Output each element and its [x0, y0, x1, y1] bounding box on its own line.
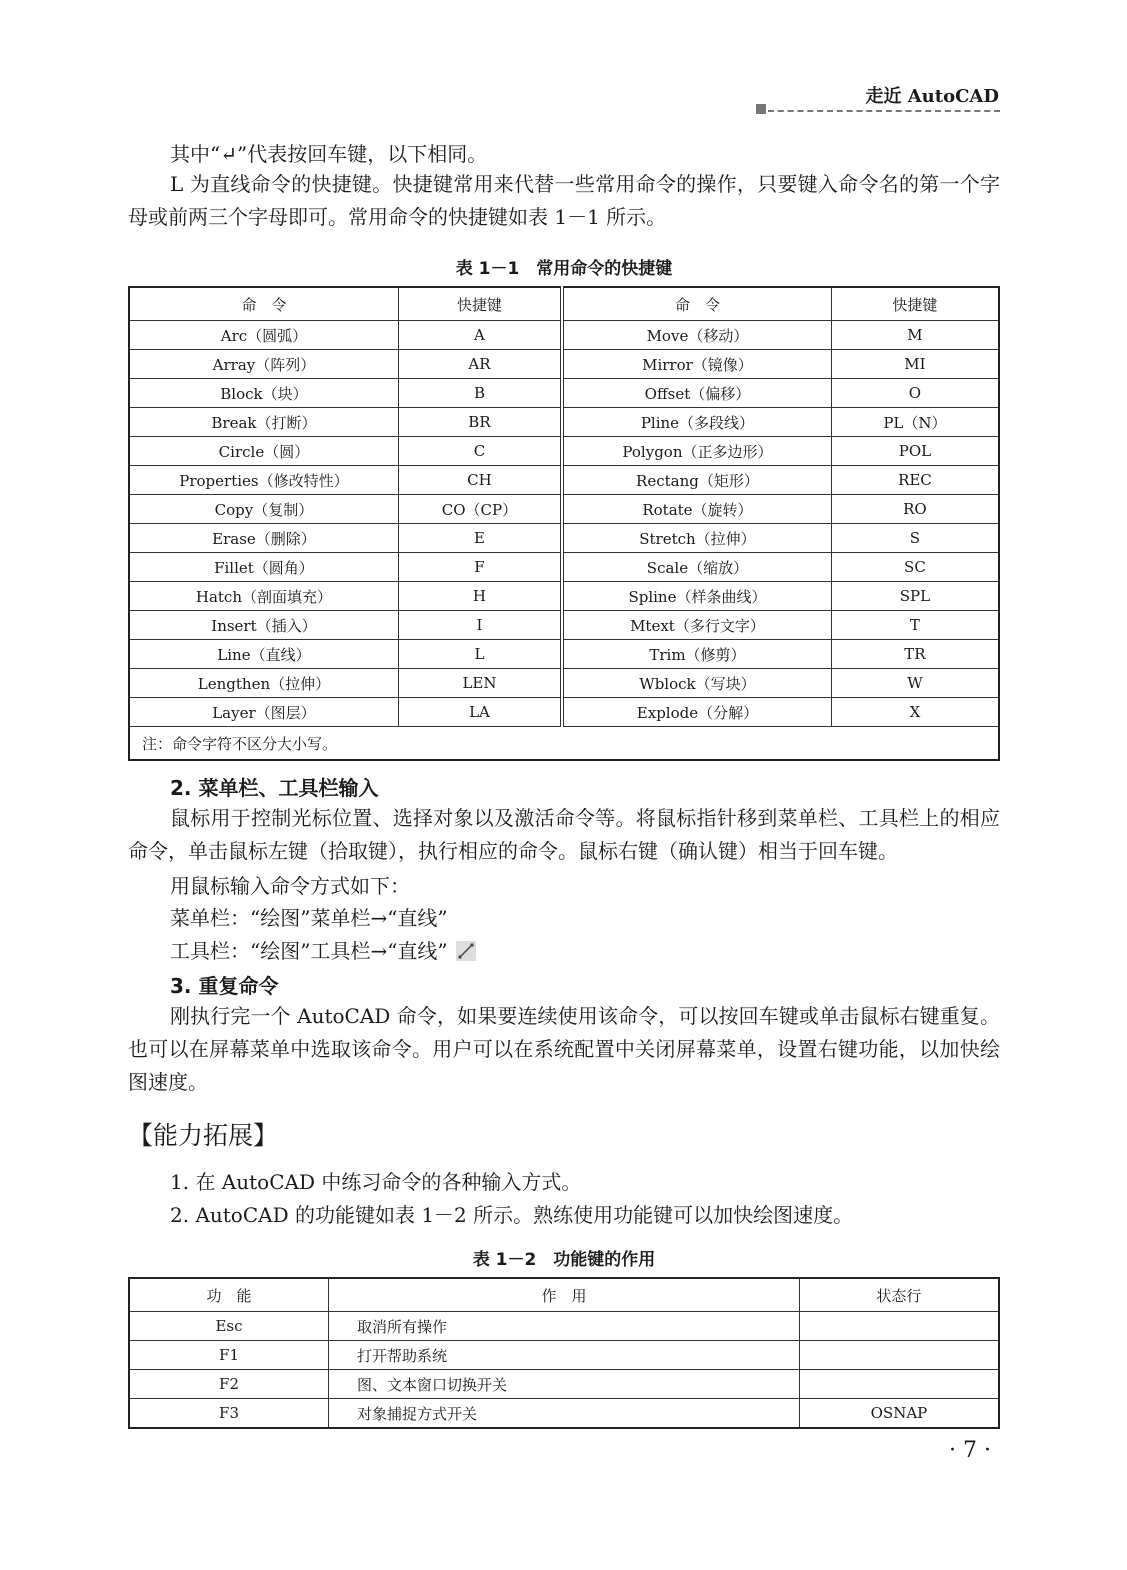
command-cell: Lengthen（拉伸） [129, 669, 398, 698]
column-header: 作 用 [329, 1278, 800, 1312]
command-cell: Insert（插入） [129, 611, 398, 640]
shortcut-cell: C [398, 437, 562, 466]
table-row [129, 1341, 999, 1370]
command-cell: Mtext（多行文字） [562, 611, 831, 640]
shortcut-cell: LEN [398, 669, 562, 698]
shortcut-table [128, 286, 1000, 761]
shortcut-cell: MI [831, 350, 999, 379]
table-row [129, 1370, 999, 1399]
function-key-cell: F2 [129, 1370, 329, 1399]
shortcut-cell: W [831, 669, 999, 698]
command-cell: Circle（圆） [129, 437, 398, 466]
section2-paragraph: 鼠标用于控制光标位置、选择对象以及激活命令等。将鼠标指针移到菜单栏、工具栏上的相应命令，单击鼠标左键（拾取键），执行相应的命令。鼠标右键（确认键）相当于回车键。 [128, 806, 1000, 863]
function-key-cell: Esc [129, 1312, 329, 1341]
table-row [129, 379, 999, 408]
command-cell: Wblock（写块） [562, 669, 831, 698]
shortcut-cell: SPL [831, 582, 999, 611]
shortcut-cell: REC [831, 466, 999, 495]
column-header: 命 令 [562, 287, 831, 321]
table2-caption: 表 1－2 功能键的作用 [472, 1250, 656, 1270]
shortcut-cell: BR [398, 408, 562, 437]
command-cell: Explode（分解） [562, 698, 831, 727]
line-tool-icon [456, 941, 476, 961]
command-cell: Array（阵列） [129, 350, 398, 379]
command-cell: Arc（圆弧） [129, 321, 398, 350]
table-header-row [129, 1278, 999, 1312]
shortcut-cell: S [831, 524, 999, 553]
table-row [129, 495, 999, 524]
shortcut-cell: M [831, 321, 999, 350]
command-cell: Trim（修剪） [562, 640, 831, 669]
command-cell: Mirror（镜像） [562, 350, 831, 379]
table-row [129, 350, 999, 379]
shortcut-cell: CO（CP） [398, 495, 562, 524]
shortcut-cell: A [398, 321, 562, 350]
command-cell: Erase（删除） [129, 524, 398, 553]
action-cell: 打开帮助系统 [329, 1341, 800, 1370]
section2-input-methods: 用鼠标输入命令方式如下： [170, 874, 410, 898]
action-cell: 对象捕捉方式开关 [329, 1399, 800, 1429]
table-row [129, 1399, 999, 1429]
command-cell: Offset（偏移） [562, 379, 831, 408]
table-row [129, 640, 999, 669]
section2-heading: 2. 菜单栏、工具栏输入 [170, 776, 379, 800]
toolbar-path-text: 工具栏：“绘图”工具栏→“直线” [170, 939, 448, 963]
command-cell: Hatch（剖面填充） [129, 582, 398, 611]
shortcut-cell: TR [831, 640, 999, 669]
status-cell: OSNAP [799, 1399, 999, 1429]
page-number: · 7 · [949, 1438, 991, 1463]
shortcut-cell: E [398, 524, 562, 553]
shortcut-cell: LA [398, 698, 562, 727]
shortcut-cell: POL [831, 437, 999, 466]
shortcut-cell: B [398, 379, 562, 408]
command-cell: Block（块） [129, 379, 398, 408]
shortcut-cell: X [831, 698, 999, 727]
table-row [129, 321, 999, 350]
command-cell: Copy（复制） [129, 495, 398, 524]
column-header: 功 能 [129, 1278, 329, 1312]
menu-bar-path: 菜单栏：“绘图”菜单栏→“直线” [170, 906, 448, 930]
function-key-cell: F1 [129, 1341, 329, 1370]
command-cell: Break（打断） [129, 408, 398, 437]
command-cell: Scale（缩放） [562, 553, 831, 582]
toolbar-path [170, 935, 476, 964]
command-cell: Properties（修改特性） [129, 466, 398, 495]
table-row [129, 437, 999, 466]
shortcut-cell: T [831, 611, 999, 640]
running-header-title: 走近 AutoCAD [865, 86, 999, 107]
command-cell: Polygon（正多边形） [562, 437, 831, 466]
command-cell: Spline（样条曲线） [562, 582, 831, 611]
paragraph-enter-key: 其中“↵”代表按回车键，以下相同。 [170, 142, 488, 166]
table-row [129, 611, 999, 640]
column-header: 快捷键 [831, 287, 999, 321]
command-cell: Rectang（矩形） [562, 466, 831, 495]
command-cell: Stretch（拉伸） [562, 524, 831, 553]
command-cell: Layer（图层） [129, 698, 398, 727]
command-cell: Pline（多段线） [562, 408, 831, 437]
function-key-cell: F3 [129, 1399, 329, 1429]
status-cell [799, 1341, 999, 1370]
shortcut-cell: SC [831, 553, 999, 582]
table-note: 注：命令字符不区分大小写。 [129, 727, 999, 761]
table-note-row [129, 727, 999, 761]
shortcut-cell: CH [398, 466, 562, 495]
shortcut-cell: L [398, 640, 562, 669]
table-row [129, 524, 999, 553]
table-row [129, 1312, 999, 1341]
extension-item-1: 1. 在 AutoCAD 中练习命令的各种输入方式。 [170, 1170, 582, 1194]
shortcut-cell: I [398, 611, 562, 640]
shortcut-cell: RO [831, 495, 999, 524]
table-row [129, 466, 999, 495]
shortcut-cell: H [398, 582, 562, 611]
command-cell: Move（移动） [562, 321, 831, 350]
column-header: 快捷键 [398, 287, 562, 321]
column-header: 状态行 [799, 1278, 999, 1312]
action-cell: 图、文本窗口切换开关 [329, 1370, 800, 1399]
shortcut-cell: F [398, 553, 562, 582]
shortcut-cell: AR [398, 350, 562, 379]
table-row [129, 408, 999, 437]
shortcut-cell: O [831, 379, 999, 408]
command-cell: Line（直线） [129, 640, 398, 669]
section3-paragraph: 刚执行完一个 AutoCAD 命令，如果要连续使用该命令，可以按回车键或单击鼠标右键重复。也可以在屏幕菜单中选取该命令。用户可以在系统配置中关闭屏幕菜单，设置右键功能，以加快绘图速度。 [128, 1004, 1000, 1094]
shortcut-cell: PL（N） [831, 408, 999, 437]
status-cell [799, 1370, 999, 1399]
function-key-table [128, 1277, 1000, 1429]
extension-item-2: 2. AutoCAD 的功能键如表 1－2 所示。熟练使用功能键可以加快绘图速度。 [170, 1203, 854, 1227]
table-header-row [129, 287, 999, 321]
column-header: 命 令 [129, 287, 398, 321]
running-header-rule [756, 104, 1000, 114]
table-row [129, 669, 999, 698]
table-row [129, 553, 999, 582]
section3-heading: 3. 重复命令 [170, 974, 279, 998]
paragraph-shortcut-intro: L 为直线命令的快捷键。快捷键常用来代替一些常用命令的操作，只要键入命令名的第一个字母或前两三个字母即可。常用命令的快捷键如表 1－1 所示。 [128, 172, 1000, 229]
command-cell: Fillet（圆角） [129, 553, 398, 582]
table-row [129, 582, 999, 611]
command-cell: Rotate（旋转） [562, 495, 831, 524]
extension-heading: 【能力拓展】 [128, 1121, 279, 1150]
action-cell: 取消所有操作 [329, 1312, 800, 1341]
table1-caption: 表 1－1 常用命令的快捷键 [455, 259, 673, 279]
table-row [129, 698, 999, 727]
status-cell [799, 1312, 999, 1341]
